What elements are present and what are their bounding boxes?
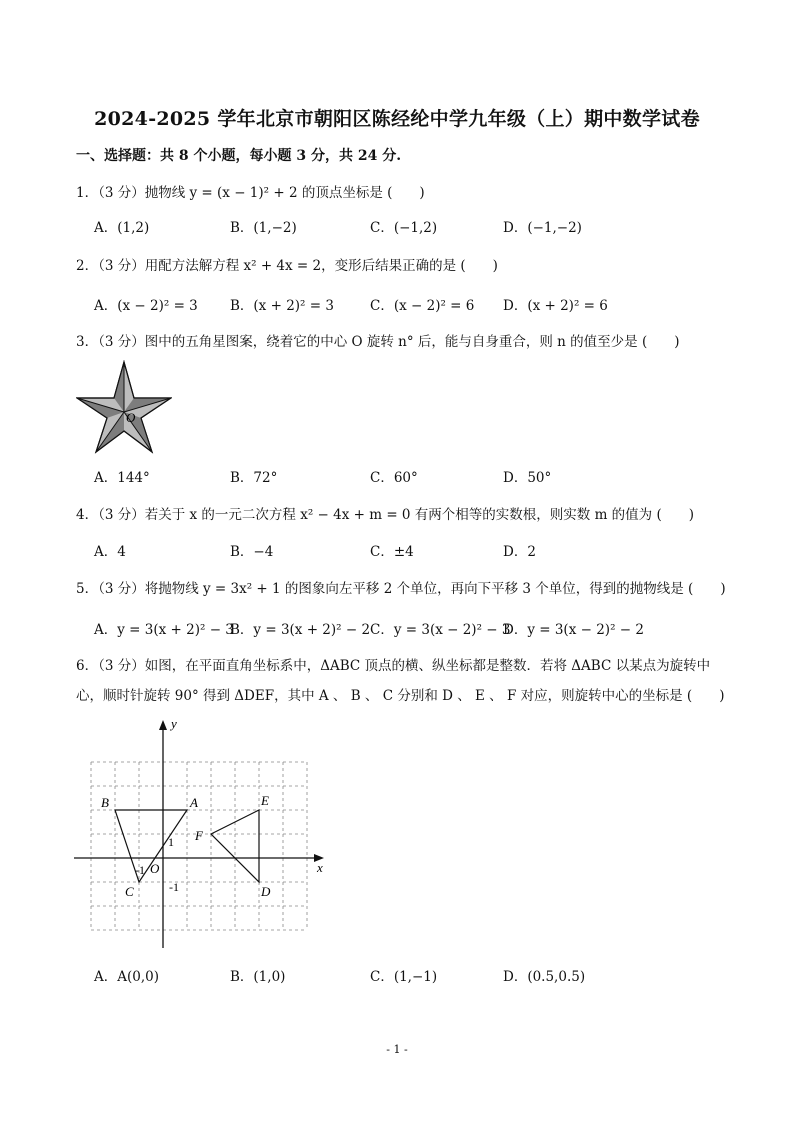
page-title: 2024-2025 学年北京市朝阳区陈经纶中学九年级（上）期中数学试卷 <box>94 108 700 130</box>
question-5-stem: 5．（3 分）将抛物线 y = 3x² + 1 的图象向左平移 2 个单位，再向下平移 3 个单位，得到的抛物线是 ( ) <box>76 581 726 597</box>
section-heading: 一、选择题：共 8 个小题，每小题 3 分，共 24 分. <box>76 148 402 164</box>
tick-label-y-neg1: -1 <box>169 880 179 894</box>
point-label-f: F <box>195 828 203 843</box>
question-1-stem: 1．（3 分）抛物线 y = (x − 1)² + 2 的顶点坐标是 ( ) <box>76 185 425 201</box>
question-5-option-b: B．y = 3(x + 2)² − 2 <box>230 622 371 638</box>
question-3-option-b: B．72° <box>230 470 278 486</box>
question-2-option-a: A．(x − 2)² = 3 <box>94 298 198 314</box>
point-label-a: A <box>190 795 198 810</box>
point-label-b: B <box>101 795 109 810</box>
question-3-option-c: C．60° <box>370 470 418 486</box>
point-label-d: D <box>261 884 271 899</box>
question-5-option-c: C．y = 3(x − 2)² − 3 <box>370 622 511 638</box>
question-6-stem-line-2: 心，顺时针旋转 90° 得到 ΔDEF，其中 A 、 B 、 C 分别和 D 、 E 、 F 对应，则旋转中心的坐标是 ( ) <box>76 688 725 704</box>
question-4-stem: 4．（3 分）若关于 x 的一元二次方程 x² − 4x + m = 0 有两个相等的实数根，则实数 m 的值为 ( ) <box>76 507 695 523</box>
question-1-option-b: B．(1,−2) <box>230 220 297 236</box>
question-2-stem: 2．（3 分）用配方法解方程 x² + 4x = 2，变形后结果正确的是 ( ) <box>76 258 498 274</box>
point-label-e: E <box>261 793 269 808</box>
question-2-option-c: C．(x − 2)² = 6 <box>370 298 475 314</box>
page-number: - 1 - <box>386 1043 408 1056</box>
y-axis-arrow <box>159 720 167 730</box>
coordinate-grid-figure <box>70 712 332 952</box>
question-6-stem-line-1: 6．（3 分）如图，在平面直角坐标系中，ΔABC 顶点的横、纵坐标都是整数．若将 ΔABC 以某点为旋转中 <box>76 658 711 674</box>
x-axis-label: x <box>317 860 323 875</box>
question-5-option-d: D．y = 3(x − 2)² − 2 <box>503 622 644 638</box>
tick-label-y-1: 1 <box>168 835 174 849</box>
question-2-option-d: D．(x + 2)² = 6 <box>503 298 608 314</box>
question-6-option-c: C．(1,−1) <box>370 969 438 985</box>
origin-label: O <box>150 861 160 876</box>
question-6-option-d: D．(0.5,0.5) <box>503 969 586 985</box>
question-2-option-b: B．(x + 2)² = 3 <box>230 298 334 314</box>
tick-label-x-neg1: -1 <box>135 863 145 877</box>
question-1-option-c: C．(−1,2) <box>370 220 438 236</box>
question-1-option-d: D．(−1,−2) <box>503 220 582 236</box>
point-label-c: C <box>125 884 134 899</box>
y-axis-label: y <box>171 716 177 731</box>
star-center-label: O <box>126 410 136 425</box>
question-6-option-a: A．A(0,0) <box>94 969 160 985</box>
question-1-option-a: A．(1,2) <box>94 220 150 236</box>
question-4-option-d: D．2 <box>503 544 536 560</box>
question-5-option-a: A．y = 3(x + 2)² − 3 <box>94 622 234 638</box>
question-3-stem: 3．（3 分）图中的五角星图案，绕着它的中心 O 旋转 n° 后，能与自身重合，则 n 的值至少是 ( ) <box>76 334 680 350</box>
question-3-option-a: A．144° <box>94 470 150 486</box>
question-4-option-b: B．−4 <box>230 544 274 560</box>
question-6-option-b: B．(1,0) <box>230 969 286 985</box>
five-pointed-star-figure <box>76 360 172 454</box>
question-4-option-c: C．±4 <box>370 544 414 560</box>
question-3-option-d: D．50° <box>503 470 552 486</box>
question-4-option-a: A．4 <box>94 544 126 560</box>
